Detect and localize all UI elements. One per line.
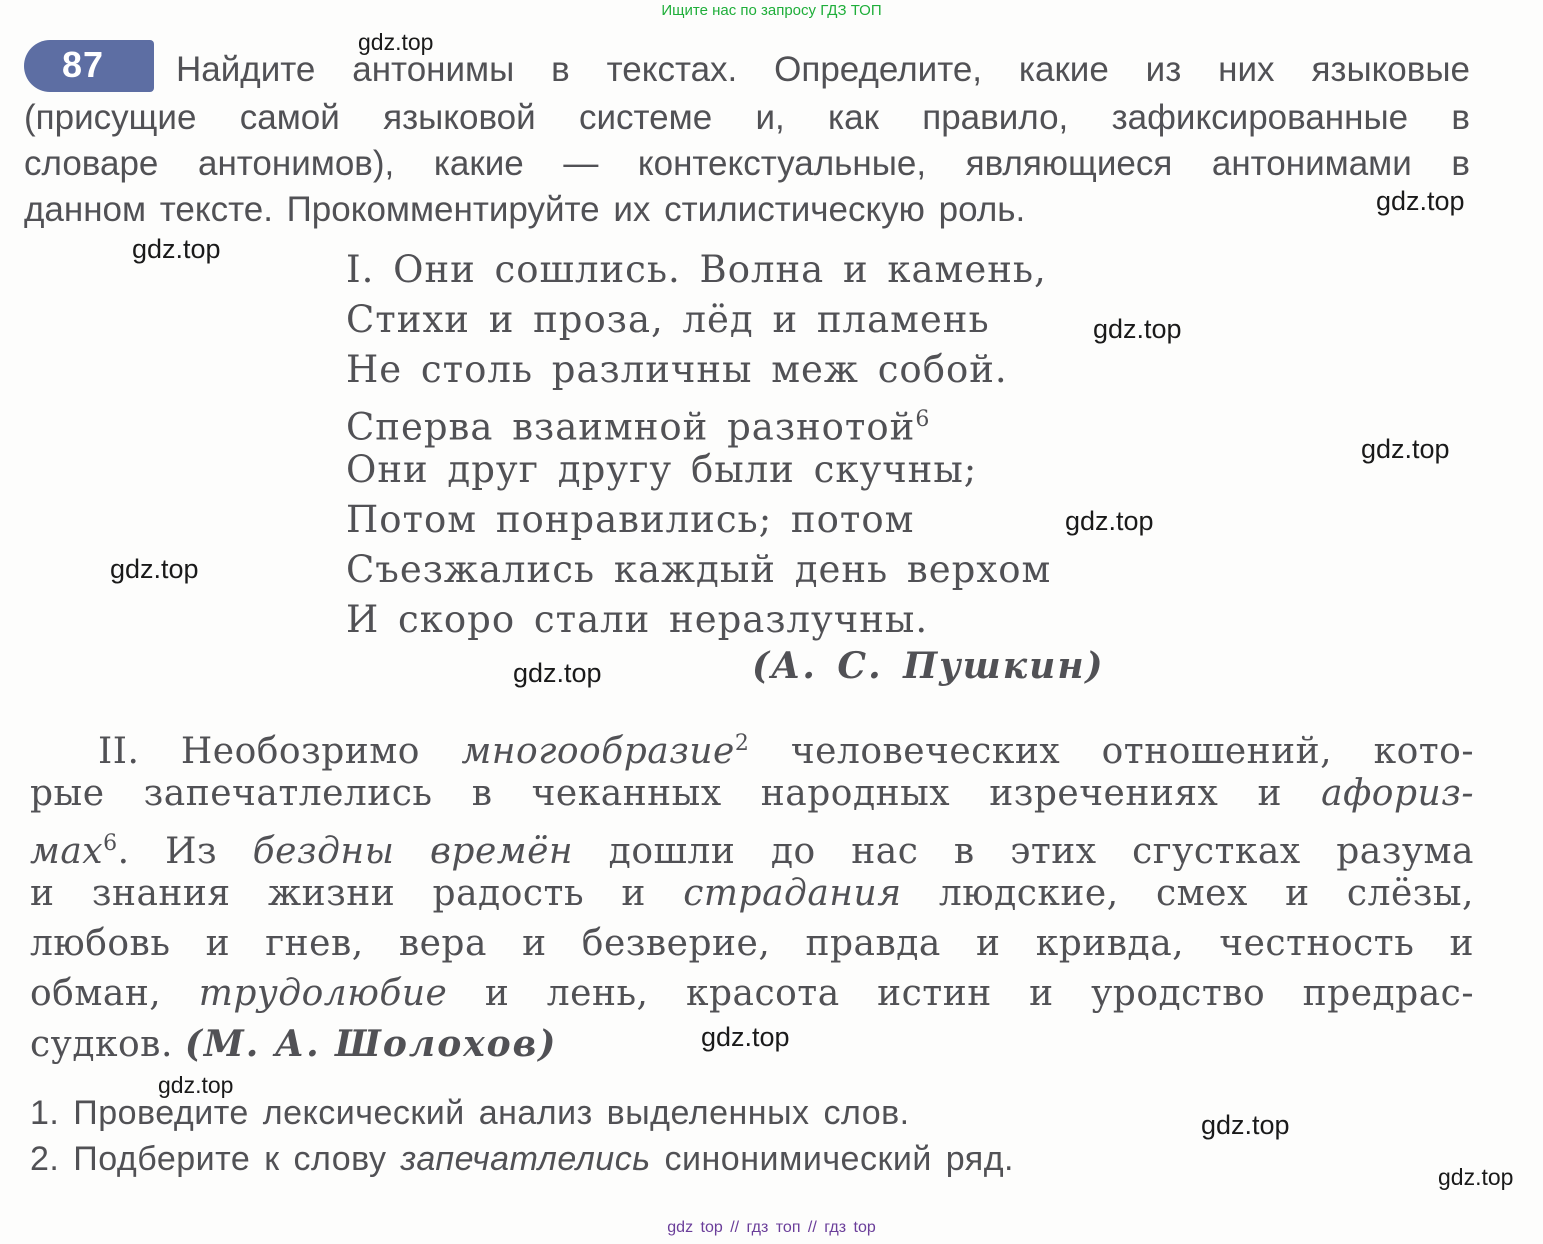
highlighted-word: мах xyxy=(30,831,104,872)
footnote-marker: 6 xyxy=(103,831,118,856)
watermark: gdz.top xyxy=(513,658,602,688)
prose-text: обман, xyxy=(30,973,199,1014)
top-banner[interactable]: Ищите нас по запросу ГДЗ ТОП xyxy=(661,2,882,19)
poem-line-4 xyxy=(346,398,930,449)
watermark: gdz.top xyxy=(1093,314,1182,344)
watermark: gdz.top xyxy=(1376,186,1465,216)
prose-line-4 xyxy=(30,872,1474,916)
prose-text: судков. xyxy=(30,1024,185,1065)
prose-line-3 xyxy=(30,822,1474,874)
question-text: синонимический ряд. xyxy=(650,1140,1014,1178)
watermark: gdz.top xyxy=(701,1022,790,1052)
watermark: gdz.top xyxy=(110,554,199,584)
watermark: gdz.top xyxy=(1065,506,1154,536)
task-line-1: Найдите антонимы в текстах. Определите, какие из них языковые xyxy=(176,50,1470,89)
prose-text: и лень, красота истин и уродство предрас- xyxy=(447,973,1474,1014)
poem-line-3: Не столь различны меж собой. xyxy=(346,348,1008,391)
prose-line-1 xyxy=(98,722,1474,774)
task-line-2: (присущие самой языковой системе и, как правило, зафиксированные в xyxy=(24,98,1470,137)
poem-line-2: Стихи и проза, лёд и пламень xyxy=(346,298,990,341)
poem-line-7: Съезжались каждый день верхом xyxy=(346,548,1052,591)
prose-text: рые запечатлелись в чеканных народных изречениях и xyxy=(30,773,1322,814)
footer-links[interactable]: gdz top // гдз топ // гдз top xyxy=(667,1219,876,1236)
footnote-marker: 6 xyxy=(915,407,931,432)
highlighted-word: многообразие xyxy=(461,731,735,772)
highlighted-word: страдания xyxy=(683,873,902,914)
question-text: 2. Подберите к слову xyxy=(30,1140,401,1178)
poem-line-6: Потом понравились; потом xyxy=(346,498,915,541)
prose-author: (М. А. Шолохов) xyxy=(184,1023,558,1065)
exercise-number: 87 xyxy=(62,44,105,85)
prose-text: человеческих отношений, кото- xyxy=(749,731,1475,772)
poem-line-5: Они друг другу были скучны; xyxy=(346,448,978,491)
watermark: gdz.top xyxy=(1438,1164,1514,1190)
watermark: gdz.top xyxy=(1361,434,1450,464)
watermark: gdz.top xyxy=(358,29,434,55)
poem-line-8: И скоро стали неразлучны. xyxy=(346,598,929,641)
task-line-4: данном тексте. Прокомментируйте их стилистическую роль. xyxy=(24,190,1026,229)
prose-line-5: любовь и гнев, вера и безверие, правда и кривда, честность и xyxy=(30,923,1474,964)
question-2 xyxy=(30,1140,1014,1179)
highlighted-word: трудолюбие xyxy=(198,973,448,1014)
highlighted-phrase: бездны времён xyxy=(252,831,574,872)
footnote-marker: 2 xyxy=(734,731,750,756)
prose-line-6 xyxy=(30,972,1474,1016)
question-1: 1. Проведите лексический анализ выделенных слов. xyxy=(30,1094,910,1132)
poem-line-4-text: Сперва взаимной разнотой xyxy=(346,405,916,449)
prose-line-2 xyxy=(30,772,1474,816)
prose-text: дошли до нас в этих сгустках разума xyxy=(573,831,1475,872)
prose-text: II. Необозримо xyxy=(98,731,462,772)
highlighted-word: запечатлелись xyxy=(400,1140,651,1178)
watermark: gdz.top xyxy=(158,1072,234,1098)
highlighted-word: афориз- xyxy=(1321,773,1474,814)
watermark: gdz.top xyxy=(1201,1110,1290,1140)
poem-author: (А. С. Пушкин) xyxy=(752,645,1105,687)
prose-text: и знания жизни радость и xyxy=(30,873,684,914)
prose-text: людские, смех и слёзы, xyxy=(901,873,1474,914)
prose-text: . Из xyxy=(117,831,253,872)
poem-line-1: I. Они сошлись. Волна и камень, xyxy=(346,248,1047,291)
watermark: gdz.top xyxy=(132,234,221,264)
prose-line-7 xyxy=(30,1022,557,1067)
task-line-3: словаре антонимов), какие — контекстуальные, являющиеся антонимами в xyxy=(24,144,1470,183)
